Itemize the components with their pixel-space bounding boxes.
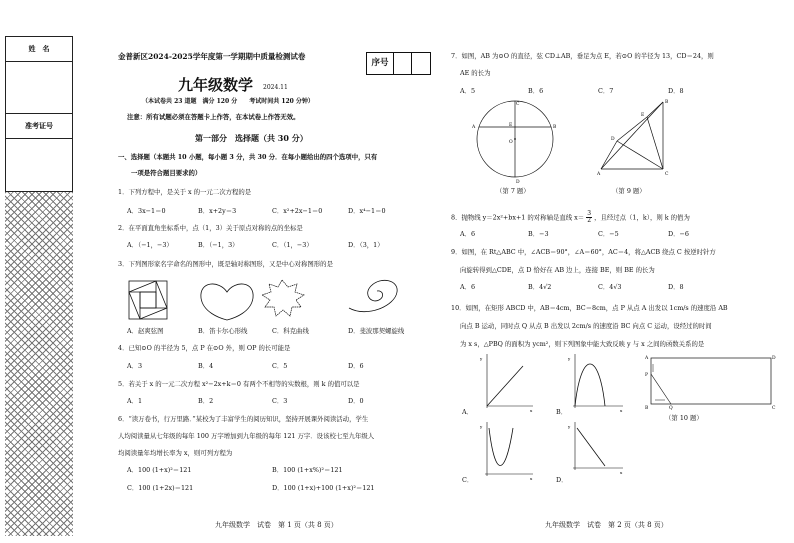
- koch-curve: [262, 280, 304, 316]
- q6-option-b[interactable]: B．100 (1+x%)²＝121: [272, 466, 343, 474]
- exam-date: 2024.11: [263, 84, 288, 91]
- label-c: C: [665, 172, 669, 177]
- q5-option-b[interactable]: B．2: [198, 397, 214, 405]
- q1-option-a[interactable]: A．3x−1＝0: [127, 207, 166, 215]
- q1-option-d[interactable]: D．x⁴−1＝0: [348, 207, 386, 215]
- axis-y-label: y: [568, 424, 571, 429]
- q9-option-d[interactable]: D．8: [668, 283, 684, 291]
- name-field: [6, 62, 72, 114]
- q10-option-d[interactable]: D．: [556, 476, 568, 484]
- figure-9-caption: （第 9 题）: [612, 187, 646, 195]
- q7-option-d[interactable]: D．8: [668, 87, 684, 95]
- axis-x-label: x: [530, 408, 533, 413]
- axis-y-label: y: [480, 424, 483, 429]
- label-d: D: [772, 356, 776, 361]
- graph-a[interactable]: [475, 352, 535, 412]
- q9-option-b[interactable]: B．4√2: [528, 283, 552, 291]
- q7-option-a[interactable]: A．5: [460, 87, 476, 95]
- label-e: E: [509, 123, 513, 128]
- figure-10-caption: （第 10 题）: [665, 414, 703, 422]
- exam-title: 金普新区2024-2025学年度第一学期期中质量检测试卷: [118, 52, 306, 61]
- q1-option-b[interactable]: B．x+2y＝3: [198, 207, 237, 215]
- label-a: A: [597, 172, 601, 177]
- graph-b[interactable]: [565, 352, 625, 412]
- label-c: C: [516, 102, 520, 107]
- q4-option-c[interactable]: C．5: [272, 362, 288, 370]
- q3-option-c[interactable]: C．科克曲线: [272, 327, 309, 335]
- q6-line-1: 6．“读万卷书，行万里路．”某校为了丰富学生的阅历知识，坚持开展课外阅读活动，学生: [118, 415, 369, 423]
- fibonacci-spiral: [349, 280, 397, 311]
- seq-label: 序号: [367, 53, 394, 74]
- label-a: A: [472, 125, 476, 130]
- q2-option-c[interactable]: C．（1，−3）: [272, 241, 313, 249]
- seq-cell: [394, 53, 412, 74]
- seq-cell: [412, 53, 430, 74]
- q8-fraction-denominator: 2: [587, 217, 592, 224]
- q5-option-a[interactable]: A．1: [127, 397, 143, 405]
- q3-option-a[interactable]: A．赵爽弦图: [127, 327, 164, 335]
- q10-line-1: 10．如图，在矩形 ABCD 中，AB＝4cm，BC＝8cm，点 P 从点 A 出发以 1cm/s 的速度沿 AB: [451, 304, 728, 312]
- exam-notice: 注意：所有试题必须在答题卡上作答，在本试卷上作答无效。: [127, 113, 300, 121]
- q10-option-c[interactable]: C．: [462, 476, 474, 484]
- q3-option-b[interactable]: B．笛卡尔心形线: [198, 327, 248, 335]
- q10-option-b[interactable]: B．: [556, 408, 568, 416]
- axis-x-label: x: [620, 408, 623, 413]
- subject-title: 九年级数学: [178, 76, 254, 94]
- section-intro: 一、选择题（本题共 10 小题，每小题 3 分，共 30 分．在每小题给出的四个选项中，只有: [118, 153, 378, 161]
- q7-line-1: 7．如图，AB 为⊙O 的直径，弦 CD⊥AB，垂足为点 E，若⊙O 的半径为 13，CD＝24，则: [451, 52, 714, 60]
- q7-option-c[interactable]: C．7: [598, 87, 614, 95]
- q4-option-b[interactable]: B．4: [198, 362, 214, 370]
- q8-option-b[interactable]: B．−3: [528, 230, 549, 238]
- q6-option-d[interactable]: D．100 (1+x)+100 (1+x)²＝121: [272, 484, 375, 492]
- q10-option-a[interactable]: A．: [462, 408, 474, 416]
- q2-option-b[interactable]: B．（−1，3）: [198, 241, 239, 249]
- label-d: D: [611, 137, 615, 142]
- q4-option-a[interactable]: A．3: [127, 362, 143, 370]
- id-label: 准考证号: [6, 114, 72, 139]
- figure-10-rectangle: [645, 352, 775, 410]
- binding-strip-fields: [5, 36, 73, 192]
- right-page-footer: 九年级数学 试卷 第 2 页（共 8 页）: [545, 521, 668, 529]
- q8-stem: [451, 211, 690, 224]
- q7-line-2: AE 的长为: [460, 69, 491, 77]
- part-title: 第一部分 选择题（共 30 分）: [195, 133, 308, 143]
- label-a: A: [645, 356, 649, 361]
- q9-line-2: 向旋转得到△CDE，点 D 恰好在 AB 边上，连接 BE，则 BE 的长为: [460, 266, 655, 274]
- q8-stem-a: 8．抛物线 y＝2x²+bx+1 的对称轴是直线 x＝: [451, 213, 585, 222]
- q6-line-2: 人均阅读量从七年级的每年 100 万字增加到九年级的每年 121 万字．设该校七至九年级人: [118, 432, 375, 440]
- label-o: O: [509, 140, 513, 145]
- q5-stem: 5．若关于 x 的一元二次方程 x²−2x+k＝0 有两个不相等的实数根，则 k 的值可以是: [118, 380, 360, 388]
- figure-7-circle: [470, 97, 560, 185]
- q3-option-d[interactable]: D．斐波那契螺旋线: [348, 327, 405, 335]
- label-d: D: [516, 180, 520, 185]
- q6-option-a[interactable]: A．100 (1+x)²＝121: [127, 466, 192, 474]
- section-intro-cont: 一项是符合题目要求的）: [131, 169, 202, 177]
- zhao-shuang-diagram: [129, 281, 167, 319]
- q4-stem: 4．已知⊙O 的半径为 5，点 P 在⊙O 外，则 OP 的长可能是: [118, 344, 291, 352]
- name-label: 姓 名: [6, 37, 72, 62]
- q8-stem-b: ，且经过点（1，k），则 k 的值为: [594, 213, 690, 222]
- q6-option-c[interactable]: C．100 (1+2x)＝121: [127, 484, 194, 492]
- q6-line-3: 均阅读量年均增长率为 x，则可列方程为: [118, 449, 233, 457]
- sequence-box: [366, 52, 431, 75]
- q10-line-3: 为 x s，△PBQ 的面积为 ycm²，则下列图象中能大致反映 y 与 x 之间的函数关系的是: [460, 340, 705, 348]
- q8-fraction: [586, 211, 592, 224]
- label-p: P: [645, 373, 649, 378]
- q5-option-c[interactable]: C．3: [272, 397, 288, 405]
- q9-option-a[interactable]: A．6: [460, 283, 476, 291]
- q8-option-d[interactable]: D．−6: [668, 230, 689, 238]
- q8-option-a[interactable]: A．6: [460, 230, 476, 238]
- axis-x-label: x: [530, 476, 533, 481]
- label-b: B: [665, 100, 669, 105]
- q8-option-c[interactable]: C．−5: [598, 230, 619, 238]
- graph-c[interactable]: [475, 420, 535, 480]
- q1-option-c[interactable]: C．x²+2x−1＝0: [272, 207, 323, 215]
- axis-y-label: y: [480, 356, 483, 361]
- q5-option-d[interactable]: D．0: [348, 397, 364, 405]
- q10-line-2: 向点 B 运动，同时点 Q 从点 B 出发以 2cm/s 的速度沿 BC 向点 C 运动，设经过的时间: [460, 322, 712, 330]
- q7-option-b[interactable]: B．6: [528, 87, 544, 95]
- label-e: E: [641, 113, 645, 118]
- q4-option-d[interactable]: D．6: [348, 362, 364, 370]
- q3-stem: 3．下列图形家名字命名的图形中，既是轴对称图形，又是中心对称图形的是: [118, 260, 333, 268]
- label-c: C: [772, 406, 776, 411]
- id-field: [6, 139, 72, 191]
- q3-figures: [127, 278, 427, 324]
- q2-stem: 2．在平面直角坐标系中，点（1，3）关于原点对称的点的坐标是: [118, 224, 303, 232]
- q1-stem: 1．下列方程中，是关于 x 的一元二次方程的是: [118, 188, 252, 196]
- cardioid-curve: [201, 284, 253, 320]
- q8-fraction-numerator: 3: [587, 210, 592, 217]
- axis-x-label: x: [620, 470, 623, 475]
- label-b: B: [553, 125, 557, 130]
- q2-option-d[interactable]: D．（3，1）: [348, 241, 384, 249]
- graph-d[interactable]: [565, 420, 625, 480]
- figure-9-triangle: [595, 97, 675, 179]
- label-q: Q: [669, 406, 673, 411]
- exam-info: （本试卷共 23 道题 满分 120 分 考试时间共 120 分钟）: [142, 98, 314, 105]
- left-page-footer: 九年级数学 试卷 第 1 页（共 8 页）: [215, 521, 338, 529]
- q9-line-1: 9．如图，在 Rt△ABC 中，∠ACB＝90°，∠A＝60°，AC＝4，将△ACB 绕点 C 按逆时针方: [451, 248, 716, 256]
- q2-option-a[interactable]: A．（−1，−3）: [127, 241, 173, 249]
- label-b: B: [645, 406, 649, 411]
- q9-option-c[interactable]: C．4√3: [598, 283, 622, 291]
- axis-y-label: y: [568, 356, 571, 361]
- figure-7-caption: （第 7 题）: [496, 187, 530, 195]
